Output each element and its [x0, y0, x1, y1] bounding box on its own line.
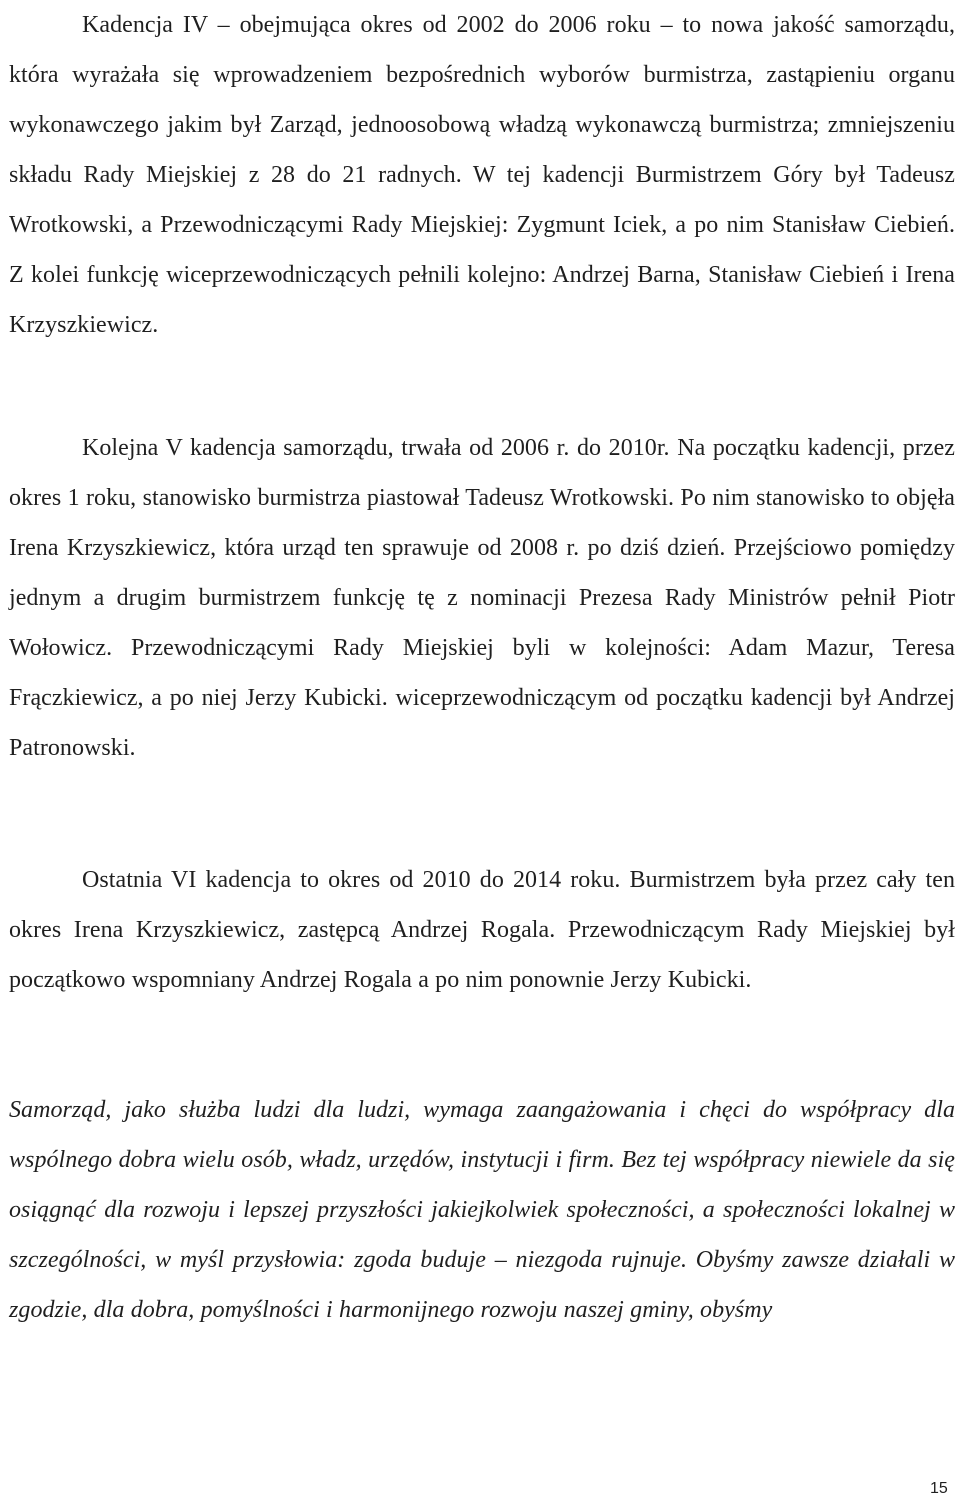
page-number: 15 — [930, 1480, 948, 1497]
paragraph-kadencja-v: Kolejna V kadencja samorządu, trwała od 2006 r. do 2010r. Na początku kadencji, przez okres 1 roku, stanowisko burmistrza piastował Tadeusz Wrotkowski. Po nim stanowisko to objęła Irena Krzyszkiewicz, która urząd ten sprawuje od 2008 r. po dziś dzień. Przejściowo pomiędzy jednym a drugim burmistrzem funkcję tę z nominacji Prezesa Rady Ministrów pełnił Piotr Wołowicz. Przewodniczącymi Rady Miejskiej byli w kolejności: Adam Mazur, Teresa Frączkiewicz, a po niej Jerzy Kubicki. wiceprzewodniczącym od początku kadencji był Andrzej Patronowski. — [9, 435, 955, 761]
paragraph-closing-italic: Samorząd, jako służba ludzi dla ludzi, wymaga zaangażowania i chęci do współpracy dla wspólnego dobra wielu osób, władz, urzędów, instytucji i firm. Bez tej współpracy niewiele da się osiągnąć dla rozwoju i lepszej przyszłości jakiejkolwiek społeczności, a społeczności lokalnej w szczególności, w myśl przysłowia: zgoda buduje – niezgoda rujnuje. Obyśmy zawsze działali w zgodzie, dla dobra, pomyślności i harmonijnego rozwoju naszej gminy, obyśmy — [9, 1097, 955, 1323]
paragraph-kadencja-vi: Ostatnia VI kadencja to okres od 2010 do 2014 roku. Burmistrzem była przez cały ten okres Irena Krzyszkiewicz, zastępcą Andrzej Rogala. Przewodniczącym Rady Miejskiej był początkowo wspomniany Andrzej Rogala a po nim ponownie Jerzy Kubicki. — [9, 867, 955, 993]
paragraph-kadencja-iv: Kadencja IV – obejmująca okres od 2002 do 2006 roku – to nowa jakość samorządu, która wyrażała się wprowadzeniem bezpośrednich wyborów burmistrza, zastąpieniu organu wykonawczego jakim był Zarząd, jednoosobową władzą wykonawczą burmistrza; zmniejszeniu składu Rady Miejskiej z 28 do 21 radnych. W tej kadencji Burmistrzem Góry był Tadeusz Wrotkowski, a Przewodniczącymi Rady Miejskiej: Zygmunt Iciek, a po nim Stanisław Ciebień. Z kolei funkcję wiceprzewodniczących pełnili kolejno: Andrzej Barna, Stanisław Ciebień i Irena Krzyszkiewicz. — [9, 12, 955, 338]
